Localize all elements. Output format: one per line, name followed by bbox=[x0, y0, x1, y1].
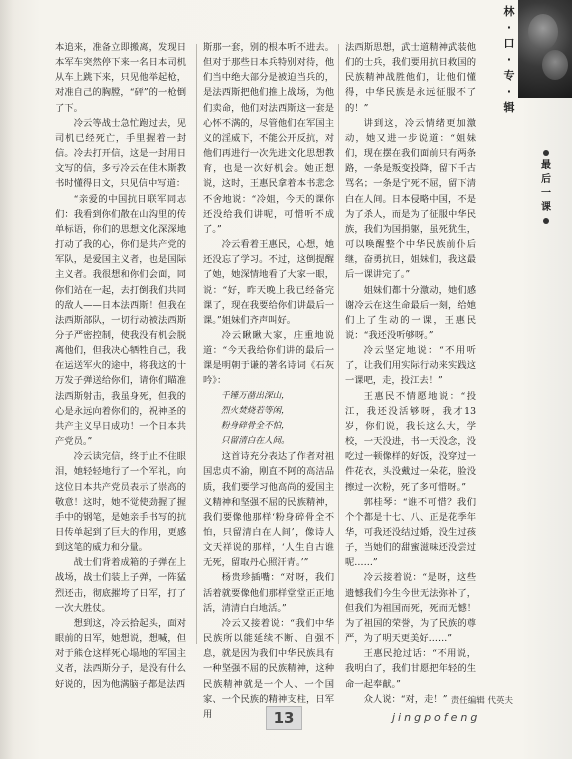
paragraph: 众人说：“对，走！” bbox=[363, 693, 448, 705]
poem-line: 烈火焚烧若等闲， bbox=[221, 405, 290, 416]
paragraph: “亲爱的中国抗日联军同志们：我看到你们散在山沟里的传单标语，你们的思想文化深深地打动了我的心，你们是共产党的军队，是爱国主义者，也是国际主义者。我很想和你们会面，同你们站在一起，去打倒我们共同的敌人——日本法西斯！但我在法西斯部队，一切行动被法西斯分子严密控制，使我没有机会脱离他们，但我决心牺牲自己，我在运送军火的途中，将我这的十万发子弹送给你们，请你们瞄准法西斯射击，我虽身死，但我的心是永远向着你们的，祝神圣的共产主义早日成功！一个日本共产党员。” bbox=[55, 193, 186, 448]
column-name-char: 口 bbox=[503, 37, 515, 50]
column-name-char: · bbox=[506, 53, 512, 66]
column-divider bbox=[338, 44, 339, 644]
paragraph: 冷云瞅瞅大家，庄重地说道：“今天我给你们讲的最后一课是明朝于谦的著名诗词《石灰吟》： bbox=[203, 329, 334, 387]
subtitle-char: 后 bbox=[541, 174, 551, 185]
paragraph: 冷云读完信，终于止不住眼泪，她轻轻地行了一个军礼，向这位日本共产党员表示了崇高的敬意！这时，她不觉使劲握了握手中的钢笔，是她亲手书写的抗日传单起到了巨大的作用，更感到这笔的威力和分量。 bbox=[55, 451, 186, 554]
paragraph: 讲到这，冷云情绪更加激动，她又进一步说道：“姐妹们，现在摆在我们面前只有两条路，一条是叛变投降，留下千古骂名；一条是宁死不屈，留下清白在人间。日本侵略中国，不是为了杀人，而是为了征服中华民族，我们为国捐躯，虽死犹生，可以唤醒整个中华民族前仆后继，奋勇抗日，姐妹们，我这最后一课讲完了。” bbox=[345, 117, 476, 281]
photo-figure bbox=[528, 14, 558, 50]
photo-figure bbox=[542, 50, 568, 80]
column-name-char: 辑 bbox=[503, 101, 515, 114]
bullet-icon bbox=[543, 150, 549, 156]
paragraph: 法西斯思想，武士道精神武装他们的士兵，我们要用抗日救国的民族精神战胜他们，让他们懂得，中华民族是永远征服不了的！” bbox=[345, 42, 476, 114]
subtitle-char: 一 bbox=[541, 188, 551, 199]
paragraph: 冷云看着王惠民，心想，她还没忘了学习。不过，这倒提醒了她，她深情地看了大家一眼，说：“好，昨天晚上我已经备完课了，现在我要给你们讲最后一课。”姐妹们齐声叫好。 bbox=[203, 239, 334, 326]
column-name bbox=[501, 4, 517, 116]
article-column-3 bbox=[345, 40, 476, 705]
column-divider bbox=[196, 44, 197, 644]
column-name-char: 林 bbox=[503, 5, 515, 18]
paragraph: 冷云又接着说：“我们中华民族所以能延续不断、自强不息，就是因为我们中华民族具有一种坚强不屈的民族精神，这种民族精神就是一个人、一个国家、一个民族的精神支柱，日军用 bbox=[203, 617, 334, 720]
paragraph: 姐妹们都十分激动，她们感谢冷云在这生命最后一刻，给她们上了生动的一课，王惠民说：“我还没听够呀。” bbox=[345, 284, 476, 341]
column-name-char: · bbox=[506, 21, 512, 34]
article-subtitle bbox=[536, 150, 556, 224]
paragraph: 战士们背着成箱的子弹在上战场，战士们装上子弹，一阵猛烈还击，彻底摧垮了日军，打了一次大胜仗。 bbox=[55, 557, 186, 614]
editor-credit: 责任编辑 代英夫 bbox=[450, 696, 513, 706]
paragraph: 这首诗充分表达了作者对祖国忠贞不渝，刚直不阿的高洁品质，我们要学习他高尚的爱国主义精神和坚强不屈的民族精神，我们要像他那样‘粉身碎骨全不怕，只留清白在人间’，像诗人文天祥说的那样，‘人生自古谁无死，留取丹心照汗青。’” bbox=[203, 451, 334, 569]
paragraph: 王惠民不情愿地说：“投江，我还没活够呀，我才13岁，你们说，我长这么大，学校，一天没进，书一天没念，没吃过一顿像样的好饭，没穿过一件花衣，头没戴过一朵花，脸没擦过一次粉，死了多可惜呀。” bbox=[345, 390, 476, 493]
subtitle-char: 课 bbox=[541, 202, 551, 213]
paragraph: 杨贵珍插嘴：“对呀，我们活着就要像他们那样堂堂正正地活，清清白白地活。” bbox=[203, 572, 334, 614]
site-name: jingpofeng bbox=[392, 711, 481, 724]
paragraph: 想到这，冷云拾起头，面对眼前的日军，她想说，想喊，但对于熊仓这样死心塌地的军国主义者，法西斯分子，是没有什么好说的，因为他满脑子都是法西 bbox=[55, 617, 186, 690]
corner-photo bbox=[518, 0, 572, 98]
poem-line: 粉身碎骨全不怕， bbox=[221, 420, 290, 431]
paragraph: 冷云接着说：“是呀，这些遗憾我们今生今世无法弥补了，但我们为祖国而死，死而无憾！为了祖国的荣誉，为了民族的尊严，为了明天更美好……” bbox=[345, 572, 476, 645]
paragraph: 王惠民抢过话：“不用说，我明白了，我们甘愿把年轻的生命一起奉献。” bbox=[345, 648, 476, 690]
paragraph: 郭桂琴：“谁不可惜？我们个个都是十七、八、正是花季年华，可我还没结过婚，没生过孩子，当她们的甜蜜滋味还没尝过呢……” bbox=[345, 496, 476, 569]
article-column-1 bbox=[55, 40, 186, 690]
paragraph: 冷云坚定地说：“不用听了，让我们用实际行动来实践这一课吧，走，投江去！” bbox=[345, 345, 476, 387]
column-name-char: · bbox=[506, 85, 512, 98]
paragraph: 斯那一套，别的根本听不进去。但对于那些日本兵特别对待，他们当中绝大部分是被迫当兵的，是法西斯把他们推上战场，为他们卖命，他们对法西斯这一套是心怀不满的，尽管他们在军国主义的淫威下，不能公开反抗，对他们再进行一次先进文化思想教育，也是一次好机会。她正想说，这时，王惠民拿着本书悲念不舍地说：“冷姐，今天的课你还没给我们讲呢，可惜听不成了。” bbox=[203, 42, 334, 235]
poem-line: 千锤万凿出深山， bbox=[221, 390, 290, 401]
paragraph: 冷云等战士急忙跑过去，见司机已经死亡，手里握着一封信。冷去打开信，这是一封用日文写的信，多亏冷云在佳木斯教书时懂得日文，只见信中写道： bbox=[55, 117, 186, 190]
poem-line: 只留清白在人间。 bbox=[221, 436, 290, 447]
paragraph: 本追来，准备立即搬离，发现日本军车突然停下来一名日本司机从车上跳下来，只见他举起枪，对准自己的胸膛，“砰”的一枪倒了下。 bbox=[55, 42, 186, 114]
page-number: 13 bbox=[266, 706, 302, 730]
subtitle-char: 最 bbox=[541, 160, 551, 171]
column-name-char: 专 bbox=[503, 69, 515, 82]
bullet-icon bbox=[543, 218, 549, 224]
